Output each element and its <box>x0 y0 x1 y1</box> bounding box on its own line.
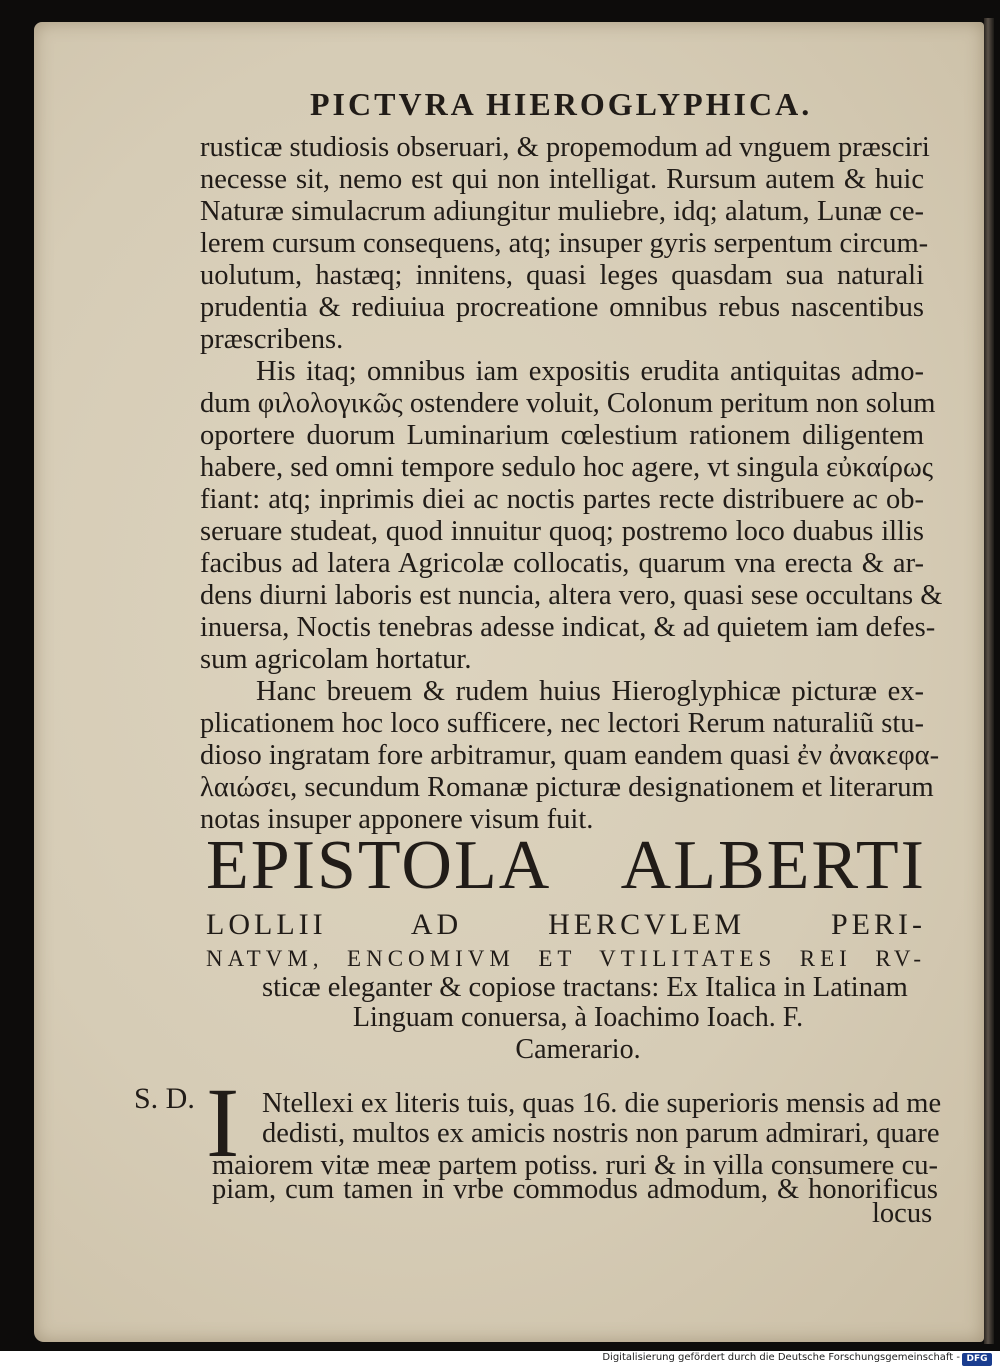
epistola-line: Camerario. <box>515 1034 641 1065</box>
epistola-line: Linguam conuersa, à Ioachimo Ioach. F. <box>352 1002 804 1033</box>
dfg-logo-icon: DFG <box>962 1353 992 1366</box>
body-line: Hanc breuem & rudem huius Hieroglyphicæ picturæ ex- <box>256 676 924 707</box>
body-line: præscribens. <box>200 324 344 355</box>
body-line: dioso ingratam fore arbitramur, quam eandem quasi ἐν ἀνακεφα- <box>200 740 940 771</box>
body-line: dens diurni laboris est nuncia, altera vero, quasi sese occultans & <box>200 580 943 611</box>
catchword: locus <box>872 1198 933 1229</box>
letter-line: Ntellexi ex literis tuis, quas 16. die superioris mensis ad me <box>262 1088 942 1119</box>
body-line: dum φιλολογικῶς ostendere voluit, Colonum peritum non solum <box>200 388 936 419</box>
letter-line: dedisti, multos ex amicis nostris non parum admirari, quare <box>262 1118 940 1149</box>
salutation: S. D. <box>134 1082 195 1115</box>
body-line: rusticæ studiosis obseruari, & propemodum ad vnguem præsciri <box>200 132 930 163</box>
page-edge <box>984 18 994 1344</box>
body-line: prudentia & rediuiua procreatione omnibus rebus nascentibus <box>200 292 924 323</box>
body-line: necesse sit, nemo est qui non intelligat. Rursum autem & huic <box>200 164 924 195</box>
epistola-line: sticæ eleganter & copiose tractans: Ex Italica in Latinam <box>262 972 908 1003</box>
body-line: inuersa, Noctis tenebras adesse indicat, & ad quietem iam defes- <box>200 612 936 643</box>
body-line: seruare studeat, quod innuitur quoq; postremo loco duabus illis <box>200 516 924 547</box>
epistola-title: EPISTOLA ALBERTI <box>206 827 926 904</box>
body-line: uolutum, hastæq; innitens, quasi leges quasdam sua naturali <box>200 260 924 291</box>
drop-initial: I <box>206 1067 240 1178</box>
body-line: sum agricolam hortatur. <box>200 644 472 675</box>
body-line: facibus ad latera Agricolæ collocatis, quarum vna erecta & ar- <box>200 548 924 579</box>
body-line: λαιώσει, secundum Romanæ picturæ designationem et literarum <box>200 772 934 803</box>
letter-line: piam, cum tamen in vrbe commodus admodum, & honorificus <box>212 1174 938 1205</box>
body-line: lerem cursum consequens, atq; insuper gyris serpentum circum- <box>200 228 929 259</box>
body-line: Naturæ simulacrum adiungitur muliebre, idq; alatum, Lunæ ce- <box>200 196 924 227</box>
letter-line: maiorem vitæ meæ partem potiss. ruri & in villa consumere cu- <box>212 1150 938 1181</box>
digitization-credit: Digitalisierung gefördert durch die Deutsche Forschungsgemeinschaft - <box>602 1352 960 1363</box>
body-line: His itaq; omnibus iam expositis erudita antiquitas admo- <box>256 356 924 387</box>
body-line: oportere duorum Luminarium cœlestium rationem diligentem <box>200 420 924 451</box>
running-title: PICTVRA HIEROGLYPHICA. <box>310 86 813 122</box>
body-line: habere, sed omni tempore sedulo hoc agere, vt singula εὐκαίρως <box>200 452 934 483</box>
body-line: fiant: atq; inprimis diei ac noctis partes recte distribuere ac ob- <box>200 484 924 515</box>
body-line: plicationem hoc loco sufficere, nec lectori Rerum naturaliũ stu- <box>200 708 924 739</box>
epistola-subtitle: LOLLII AD HERCVLEM PERI- <box>206 908 926 941</box>
body-line: notas insuper apponere visum fuit. <box>200 804 594 835</box>
epistola-subtitle: NATVM, ENCOMIVM ET VTILITATES REI RV- <box>206 946 926 971</box>
